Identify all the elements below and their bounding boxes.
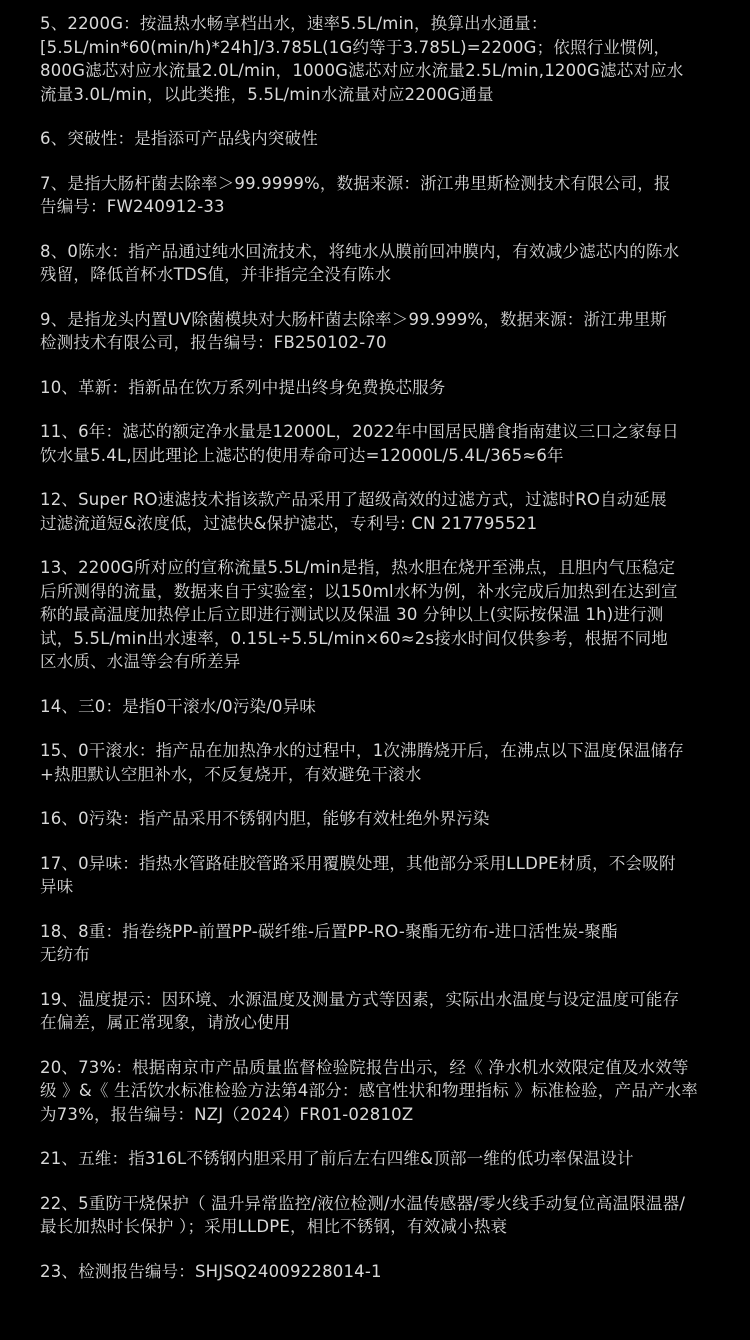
footnote-item bbox=[40, 127, 720, 151]
footnote-line: 19、温度提示：因环境、水源温度及测量方式等因素，实际出水温度与设定温度可能存 bbox=[40, 989, 680, 1009]
footnote-item bbox=[40, 12, 720, 106]
footnote-item bbox=[40, 852, 720, 899]
footnote-line: 5、2200G：按温热水畅享档出水，速率5.5L/min，换算出水通量： bbox=[40, 14, 548, 33]
footnote-line: 7、是指大肠杆菌去除率＞99.9999%，数据来源：浙江弗里斯检测技术有限公司，报 bbox=[40, 173, 671, 193]
footnote-item bbox=[40, 376, 720, 400]
footnote-line: 15、0干滚水：指产品在加热净水的过程中，1次沸腾烧开后，在沸点以下温度保温储存 bbox=[40, 741, 684, 760]
footnote-item bbox=[40, 1192, 720, 1239]
footnote-item bbox=[40, 739, 720, 786]
footnote-line: 试，5.5L/min出水速率，0.15L÷5.5L/min×60≈2s接水时间仅供参考，根据不同地 bbox=[40, 628, 669, 648]
footnote-line: 18、8重：指卷绕PP-前置PP-碳纤维-后置PP-RO-聚酯无纺布-进口活性炭-聚酯 bbox=[40, 921, 618, 941]
footnote-line: 20、73%：根据南京市产品质量监督检验院报告出示，经《 净水机水效限定值及水效等 bbox=[40, 1057, 689, 1077]
footnote-line: 残留，降低首杯水TDS值，并非指完全没有陈水 bbox=[40, 265, 392, 284]
footnote-line: 23、检测报告编号：SHJSQ24009228014-1 bbox=[40, 1261, 382, 1281]
footnote-item bbox=[40, 920, 720, 967]
footnote-item bbox=[40, 1147, 720, 1171]
footnote-line: [5.5L/min*60(min/h)*24h]/3.785L(1G约等于3.785L)=2200G；依照行业惯例， bbox=[40, 37, 671, 57]
footnote-item bbox=[40, 807, 720, 831]
footnote-line: 告编号：FW240912-33 bbox=[40, 197, 225, 216]
footnote-line: 13、2200G所对应的宣称流量5.5L/min是指，热水胆在烧开至沸点，且胆内气压稳定 bbox=[40, 558, 676, 577]
footnote-line: 级 》&《 生活饮水标准检验方法第4部分：感官性状和物理指标 》标准检验，产品产水率 bbox=[40, 1081, 698, 1100]
footnote-line: 区水质、水温等会有所差异 bbox=[40, 652, 241, 671]
footnote-line: 后所测得的流量，数据来自于实验室；以150ml水杯为例，补水完成后加热到在达到宣 bbox=[40, 581, 678, 601]
footnote-item bbox=[40, 308, 720, 355]
footnote-line: 过滤流道短&浓度低，过滤快&保护滤芯，专利号: CN 217795521 bbox=[40, 513, 538, 533]
footnote-line: 11、6年：滤芯的额定净水量是12000L，2022年中国居民膳食指南建议三口之家每日 bbox=[40, 422, 679, 441]
footnote-line: 16、0污染：指产品采用不锈钢内胆，能够有效杜绝外界污染 bbox=[40, 809, 490, 828]
footnote-item bbox=[40, 1056, 720, 1127]
footnote-line: +热胆默认空胆补水，不反复烧开，有效避免干滚水 bbox=[40, 764, 422, 784]
footnote-item bbox=[40, 1260, 720, 1284]
footnote-line: 检测技术有限公司，报告编号：FB250102-70 bbox=[40, 333, 387, 352]
footnote-line: 9、是指龙头内置UV除菌模块对大肠杆菌去除率＞99.999%，数据来源：浙江弗里斯 bbox=[40, 309, 667, 329]
footnote-line: 称的最高温度加热停止后立即进行测试以及保温 30 分钟以上(实际按保温 1h)进行测 bbox=[40, 605, 664, 624]
footnote-line: 饮水量5.4L,因此理论上滤芯的使用寿命可达=12000L/5.4L/365≈6年 bbox=[40, 445, 564, 465]
footnote-line: 最长加热时长保护 ）；采用LLDPE，相比不锈钢，有效减小热衰 bbox=[40, 1217, 508, 1236]
footnote-line: 无纺布 bbox=[40, 945, 91, 964]
footnote-line: 在偏差，属正常现象，请放心使用 bbox=[40, 1013, 291, 1032]
footnote-line: 10、革新：指新品在饮万系列中提出终身免费换芯服务 bbox=[40, 377, 446, 397]
footnote-item bbox=[40, 695, 720, 719]
footnote-item bbox=[40, 172, 720, 219]
footnote-item bbox=[40, 488, 720, 535]
footnote-line: 17、0异味：指热水管路硅胶管路采用覆膜处理，其他部分采用LLDPE材质，不会吸附 bbox=[40, 853, 676, 873]
footnote-line: 14、三0：是指0干滚水/0污染/0异味 bbox=[40, 696, 317, 716]
footnotes-list bbox=[40, 12, 720, 1304]
footnote-line: 22、5重防干烧保护（ 温升异常监控/液位检测/水温传感器/零火线手动复位高温限温器/ bbox=[40, 1193, 686, 1213]
footnote-line: 800G滤芯对应水流量2.0L/min，1000G滤芯对应水流量2.5L/min,1200G滤芯对应水 bbox=[40, 61, 684, 80]
footnote-line: 21、五维：指316L不锈钢内胆采用了前后左右四维&顶部一维的低功率保温设计 bbox=[40, 1149, 634, 1168]
footnote-line: 8、0陈水：指产品通过纯水回流技术，将纯水从膜前回冲膜内，有效减少滤芯内的陈水 bbox=[40, 241, 680, 261]
footnote-item bbox=[40, 556, 720, 674]
footnote-line: 异味 bbox=[40, 877, 74, 896]
footnote-line: 为73%，报告编号：NZJ（2024）FR01-02810Z bbox=[40, 1104, 414, 1124]
footnote-line: 12、Super RO速滤技术指该款产品采用了超级高效的过滤方式，过滤时RO自动延展 bbox=[40, 490, 667, 509]
footnote-item bbox=[40, 240, 720, 287]
footnote-line: 6、突破性：是指添可产品线内突破性 bbox=[40, 129, 318, 148]
footnote-item bbox=[40, 988, 720, 1035]
footnote-line: 流量3.0L/min，以此类推，5.5L/min水流量对应2200G通量 bbox=[40, 84, 494, 104]
footnote-item bbox=[40, 420, 720, 467]
